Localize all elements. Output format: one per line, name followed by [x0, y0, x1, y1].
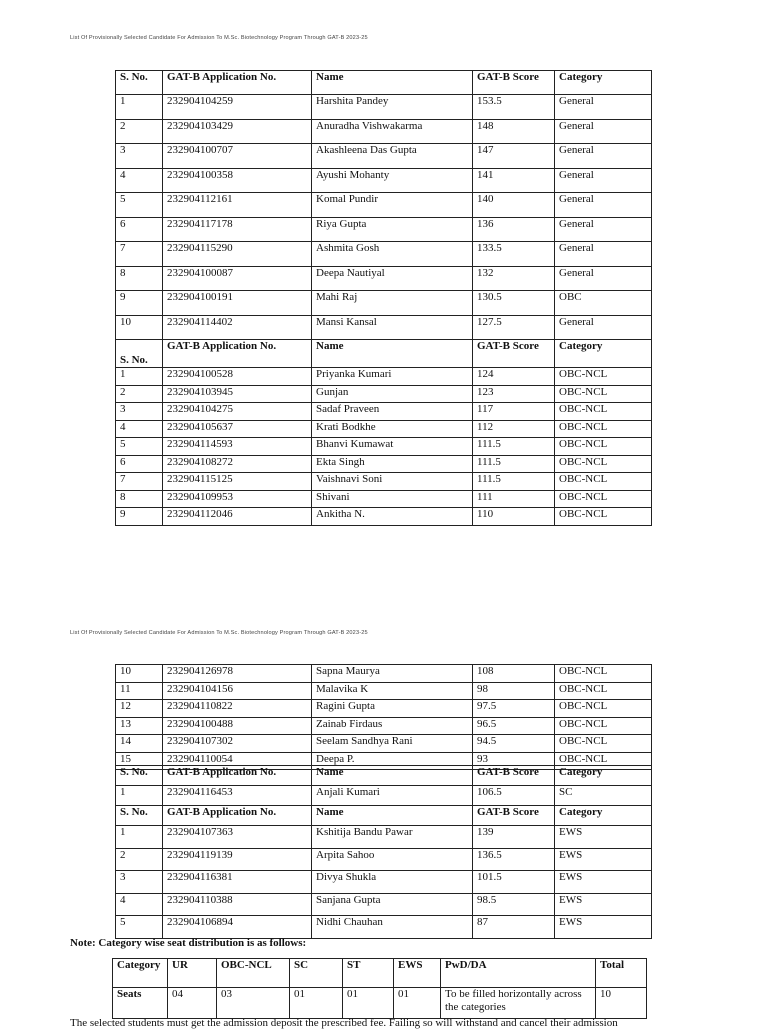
table-cell: 101.5 — [473, 871, 555, 894]
table-cell: 111.5 — [473, 473, 555, 491]
table-cell: 98.5 — [473, 893, 555, 916]
table-cell: OBC-NCL — [555, 682, 652, 700]
table-row — [116, 717, 652, 735]
column-header: GAT-B Application No. — [163, 766, 312, 786]
table-cell: Deepa P. — [312, 752, 473, 770]
table-row — [116, 385, 652, 403]
seat-cell: Seats — [113, 988, 168, 1019]
table-cell: 232904104275 — [163, 403, 312, 421]
table-cell: 232904119139 — [163, 848, 312, 871]
table-cell: General — [555, 193, 652, 218]
table-header-row — [116, 766, 652, 786]
ews-list-table — [115, 805, 652, 939]
table-cell: 136 — [473, 217, 555, 242]
table-row — [116, 916, 652, 939]
table-cell: Ragini Gupta — [312, 700, 473, 718]
table-cell: 110 — [473, 508, 555, 526]
table-cell: 232904109953 — [163, 490, 312, 508]
table-cell: 232904100488 — [163, 717, 312, 735]
table-row — [116, 871, 652, 894]
table-cell: 15 — [116, 752, 163, 770]
table-cell: OBC-NCL — [555, 385, 652, 403]
table-row — [116, 403, 652, 421]
table-cell: EWS — [555, 916, 652, 939]
table-cell: 232904116453 — [163, 786, 312, 806]
table-cell: 232904114402 — [163, 315, 312, 340]
table-cell: 111.5 — [473, 438, 555, 456]
table-cell: SC — [555, 786, 652, 806]
seat-cell: To be filled horizontally across the categories — [441, 988, 596, 1019]
table-cell: 232904110388 — [163, 893, 312, 916]
table-cell: 232904103945 — [163, 385, 312, 403]
table-cell: EWS — [555, 848, 652, 871]
seat-distribution-table — [112, 958, 647, 1019]
table-cell: 140 — [473, 193, 555, 218]
table-cell: 93 — [473, 752, 555, 770]
table-cell: 5 — [116, 193, 163, 218]
table-cell: Priyanka Kumari — [312, 368, 473, 386]
table-cell: 148 — [473, 119, 555, 144]
table-row — [116, 95, 652, 120]
table-cell: 1 — [116, 786, 163, 806]
table-cell: 106.5 — [473, 786, 555, 806]
table-cell: General — [555, 217, 652, 242]
table-row — [116, 119, 652, 144]
column-header: Category — [555, 340, 652, 368]
table-cell: Komal Pundir — [312, 193, 473, 218]
table-cell: 136.5 — [473, 848, 555, 871]
table-cell: 141 — [473, 168, 555, 193]
table-cell: 232904110054 — [163, 752, 312, 770]
table-cell: 124 — [473, 368, 555, 386]
table-row — [116, 735, 652, 753]
column-header: S. No. — [116, 766, 163, 786]
column-header: GAT-B Score — [473, 340, 555, 368]
seat-column-header: SC — [290, 959, 343, 988]
seat-column-header: OBC-NCL — [217, 959, 290, 988]
table-cell: 108 — [473, 665, 555, 683]
table-cell: 232904115290 — [163, 242, 312, 267]
table-cell: 232904112161 — [163, 193, 312, 218]
table-cell: 232904108272 — [163, 455, 312, 473]
obc-list-table-part2 — [115, 664, 652, 770]
table-cell: 232904100707 — [163, 144, 312, 169]
table-cell: 12 — [116, 700, 163, 718]
table-cell: Sanjana Gupta — [312, 893, 473, 916]
seat-cell: 01 — [343, 988, 394, 1019]
table-row — [116, 508, 652, 526]
column-header: GAT-B Application No. — [163, 340, 312, 368]
table-cell: 3 — [116, 144, 163, 169]
column-header: GAT-B Score — [473, 71, 555, 95]
column-header: S. No. — [116, 806, 163, 826]
table-cell: 112 — [473, 420, 555, 438]
seat-header-row — [113, 959, 647, 988]
seat-cell: 04 — [168, 988, 217, 1019]
table-cell: 232904126978 — [163, 665, 312, 683]
table-row — [116, 473, 652, 491]
table-cell: 11 — [116, 682, 163, 700]
table-row — [116, 420, 652, 438]
table-cell: Ankitha N. — [312, 508, 473, 526]
footer-text: The selected students must get the admission deposit the prescribed fee. Failing so will withstand and cancel their admission — [70, 1017, 618, 1029]
column-header: GAT-B Application No. — [163, 806, 312, 826]
table-cell: EWS — [555, 826, 652, 849]
table-cell: 5 — [116, 438, 163, 456]
table-cell: OBC-NCL — [555, 403, 652, 421]
table-cell: OBC-NCL — [555, 473, 652, 491]
seat-column-header: EWS — [394, 959, 441, 988]
table-cell: 232904104156 — [163, 682, 312, 700]
table-cell: 4 — [116, 893, 163, 916]
page-header: List Of Provisionally Selected Candidate For Admission To M.Sc. Biotechnology Program Through GAT-B 2023-25 — [70, 35, 368, 41]
table-row — [116, 455, 652, 473]
table-row — [116, 826, 652, 849]
table-row — [116, 266, 652, 291]
table-cell: 232904117178 — [163, 217, 312, 242]
table-cell: 9 — [116, 508, 163, 526]
table-cell: Zainab Firdaus — [312, 717, 473, 735]
column-header: GAT-B Score — [473, 806, 555, 826]
table-cell: OBC-NCL — [555, 665, 652, 683]
table-cell: Shivani — [312, 490, 473, 508]
table-cell: Vaishnavi Soni — [312, 473, 473, 491]
table-cell: 232904100528 — [163, 368, 312, 386]
table-cell: 14 — [116, 735, 163, 753]
table-cell: 111 — [473, 490, 555, 508]
table-cell: 8 — [116, 490, 163, 508]
table-row — [116, 893, 652, 916]
table-cell: Kshitija Bandu Pawar — [312, 826, 473, 849]
table-row — [116, 786, 652, 806]
seat-column-header: PwD/DA — [441, 959, 596, 988]
table-cell: Sapna Maurya — [312, 665, 473, 683]
table-cell: 232904112046 — [163, 508, 312, 526]
table-cell: EWS — [555, 871, 652, 894]
table-cell: 132 — [473, 266, 555, 291]
sc-list-table — [115, 765, 652, 806]
table-row — [116, 700, 652, 718]
table-cell: 232904103429 — [163, 119, 312, 144]
table-cell: 232904100358 — [163, 168, 312, 193]
column-header: Category — [555, 766, 652, 786]
table-cell: 232904106894 — [163, 916, 312, 939]
table-cell: 232904105637 — [163, 420, 312, 438]
table-cell: Mansi Kansal — [312, 315, 473, 340]
table-cell: OBC-NCL — [555, 490, 652, 508]
seat-row — [113, 988, 647, 1019]
table-cell: 139 — [473, 826, 555, 849]
table-cell: OBC — [555, 291, 652, 316]
table-cell: 98 — [473, 682, 555, 700]
table-cell: OBC-NCL — [555, 368, 652, 386]
table-cell: Divya Shukla — [312, 871, 473, 894]
table-cell: OBC-NCL — [555, 455, 652, 473]
column-header: Name — [312, 71, 473, 95]
table-cell: 6 — [116, 217, 163, 242]
table-row — [116, 490, 652, 508]
general-list-table — [115, 70, 652, 340]
table-cell: Anjali Kumari — [312, 786, 473, 806]
seat-cell: 01 — [394, 988, 441, 1019]
table-cell: 4 — [116, 168, 163, 193]
obc-list-table-part1 — [115, 339, 652, 526]
column-header: Name — [312, 340, 473, 368]
column-header: GAT-B Application No. — [163, 71, 312, 95]
table-cell: 2 — [116, 848, 163, 871]
table-cell: 232904107363 — [163, 826, 312, 849]
table-cell: 111.5 — [473, 455, 555, 473]
table-cell: Seelam Sandhya Rani — [312, 735, 473, 753]
column-header: Name — [312, 766, 473, 786]
table-cell: Bhanvi Kumawat — [312, 438, 473, 456]
table-cell: 232904115125 — [163, 473, 312, 491]
table-cell: EWS — [555, 893, 652, 916]
table-row — [116, 193, 652, 218]
table-cell: OBC-NCL — [555, 508, 652, 526]
table-cell: OBC-NCL — [555, 752, 652, 770]
table-cell: 153.5 — [473, 95, 555, 120]
table-cell: 10 — [116, 665, 163, 683]
table-cell: 13 — [116, 717, 163, 735]
table-cell: OBC-NCL — [555, 717, 652, 735]
table-cell: General — [555, 95, 652, 120]
table-cell: Harshita Pandey — [312, 95, 473, 120]
table-cell: 232904110822 — [163, 700, 312, 718]
table-cell: 1 — [116, 368, 163, 386]
table-cell: 10 — [116, 315, 163, 340]
seat-column-header: Category — [113, 959, 168, 988]
table-cell: 8 — [116, 266, 163, 291]
column-header: Category — [555, 806, 652, 826]
table-cell: Gunjan — [312, 385, 473, 403]
table-cell: Riya Gupta — [312, 217, 473, 242]
table-cell: 232904100087 — [163, 266, 312, 291]
table-header-row — [116, 340, 652, 368]
table-cell: 127.5 — [473, 315, 555, 340]
table-cell: General — [555, 168, 652, 193]
table-cell: Ayushi Mohanty — [312, 168, 473, 193]
column-header: Category — [555, 71, 652, 95]
table-row — [116, 682, 652, 700]
table-row — [116, 368, 652, 386]
table-cell: 9 — [116, 291, 163, 316]
table-cell: OBC-NCL — [555, 735, 652, 753]
table-row — [116, 168, 652, 193]
table-cell: 130.5 — [473, 291, 555, 316]
page-header-2: List Of Provisionally Selected Candidate For Admission To M.Sc. Biotechnology Program Through GAT-B 2023-25 — [70, 630, 368, 636]
table-row — [116, 217, 652, 242]
table-cell: 232904116381 — [163, 871, 312, 894]
table-cell: General — [555, 242, 652, 267]
seat-column-header: Total — [596, 959, 647, 988]
table-cell: 147 — [473, 144, 555, 169]
table-row — [116, 144, 652, 169]
table-cell: Nidhi Chauhan — [312, 916, 473, 939]
table-cell: General — [555, 144, 652, 169]
table-cell: 133.5 — [473, 242, 555, 267]
table-cell: General — [555, 119, 652, 144]
table-header-row — [116, 806, 652, 826]
table-cell: Krati Bodkhe — [312, 420, 473, 438]
table-cell: 2 — [116, 385, 163, 403]
column-header: S. No. — [116, 340, 163, 368]
table-row — [116, 315, 652, 340]
table-cell: Malavika K — [312, 682, 473, 700]
table-cell: 4 — [116, 420, 163, 438]
table-cell: 5 — [116, 916, 163, 939]
column-header: GAT-B Score — [473, 766, 555, 786]
table-row — [116, 665, 652, 683]
table-cell: 87 — [473, 916, 555, 939]
table-cell: OBC-NCL — [555, 438, 652, 456]
table-header-row — [116, 71, 652, 95]
table-cell: 232904107302 — [163, 735, 312, 753]
table-row — [116, 291, 652, 316]
seat-cell: 03 — [217, 988, 290, 1019]
seat-column-header: ST — [343, 959, 394, 988]
table-cell: 7 — [116, 242, 163, 267]
table-cell: 117 — [473, 403, 555, 421]
table-cell: 1 — [116, 826, 163, 849]
table-cell: Akashleena Das Gupta — [312, 144, 473, 169]
table-row — [116, 438, 652, 456]
table-cell: OBC-NCL — [555, 700, 652, 718]
column-header: S. No. — [116, 71, 163, 95]
seat-cell: 10 — [596, 988, 647, 1019]
table-cell: 3 — [116, 871, 163, 894]
table-cell: Arpita Sahoo — [312, 848, 473, 871]
table-cell: Sadaf Praveen — [312, 403, 473, 421]
table-cell: Anuradha Vishwakarma — [312, 119, 473, 144]
table-cell: 96.5 — [473, 717, 555, 735]
table-cell: Deepa Nautiyal — [312, 266, 473, 291]
table-row — [116, 848, 652, 871]
table-cell: OBC-NCL — [555, 420, 652, 438]
table-cell: 6 — [116, 455, 163, 473]
table-cell: 232904100191 — [163, 291, 312, 316]
table-cell: 97.5 — [473, 700, 555, 718]
table-cell: 3 — [116, 403, 163, 421]
table-cell: 232904104259 — [163, 95, 312, 120]
table-cell: Mahi Raj — [312, 291, 473, 316]
table-cell: General — [555, 315, 652, 340]
table-cell: Ekta Singh — [312, 455, 473, 473]
table-cell: General — [555, 266, 652, 291]
seat-distribution-note: Note: Category wise seat distribution is as follows: — [70, 937, 307, 949]
table-cell: 7 — [116, 473, 163, 491]
table-cell: 94.5 — [473, 735, 555, 753]
table-row — [116, 242, 652, 267]
table-cell: 1 — [116, 95, 163, 120]
table-cell: 232904114593 — [163, 438, 312, 456]
seat-column-header: UR — [168, 959, 217, 988]
seat-cell: 01 — [290, 988, 343, 1019]
table-cell: 123 — [473, 385, 555, 403]
column-header: Name — [312, 806, 473, 826]
table-cell: 2 — [116, 119, 163, 144]
table-cell: Ashmita Gosh — [312, 242, 473, 267]
